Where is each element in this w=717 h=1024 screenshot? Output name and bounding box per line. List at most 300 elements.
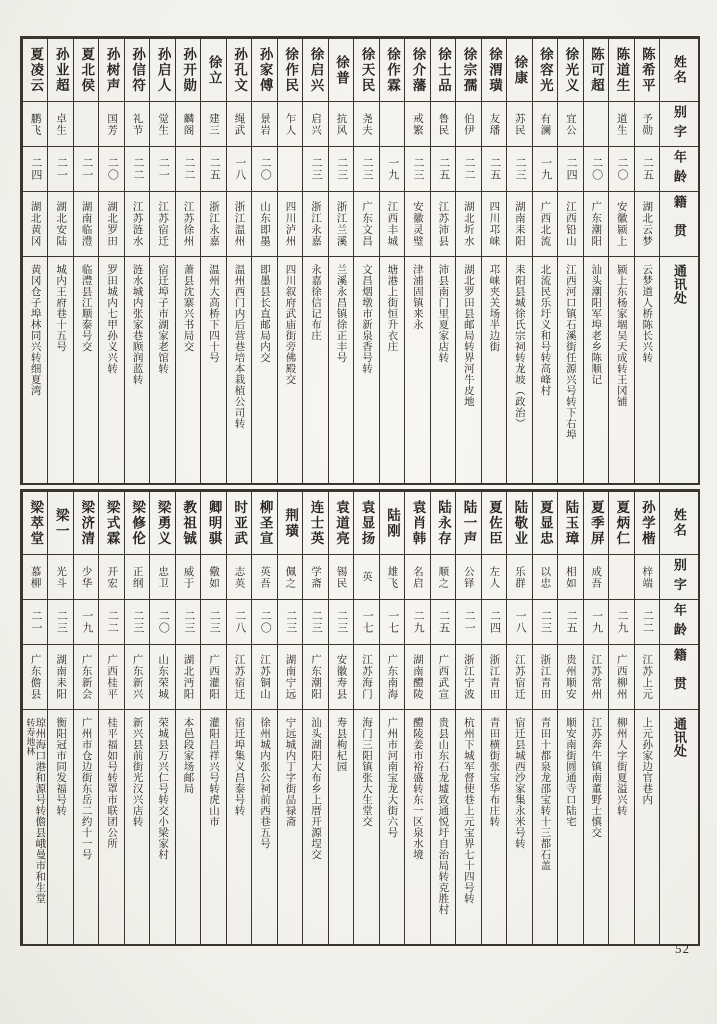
age-cell	[278, 147, 302, 192]
native-place-cell: 湖南耒阳	[507, 192, 531, 257]
courtesy-name-cell: 忠卫	[150, 555, 174, 600]
person-column	[149, 39, 174, 483]
age-cell: 二〇	[99, 147, 123, 192]
native-place-cell: 浙江宁波	[456, 645, 480, 710]
courtesy-name-cell: 少华	[74, 555, 98, 600]
native-place-cell: 江苏宿迁	[150, 192, 174, 257]
person-column	[506, 39, 531, 483]
native-place-cell: 浙江永嘉	[201, 192, 225, 257]
age-cell: 二五	[635, 147, 659, 192]
courtesy-name-cell: 英	[354, 555, 378, 600]
age-cell: 二一	[23, 600, 47, 645]
person-column	[98, 39, 123, 483]
native-place-cell: 安徽寿县	[329, 645, 353, 710]
age-cell: 二三	[303, 600, 327, 645]
name-cell: 夏佐臣	[482, 492, 506, 555]
name-cell: 陆敬业	[507, 492, 531, 555]
name-cell: 孙家傅	[252, 39, 276, 102]
age-cell: 一九	[380, 147, 404, 192]
courtesy-name-cell: 儆如	[201, 555, 225, 600]
courtesy-name-cell: 慕柳	[23, 555, 47, 600]
age-cell: 一九	[74, 600, 98, 645]
native-place-cell: 湖南耒阳	[48, 645, 72, 710]
native-place-cell: 湖北罗田	[99, 192, 123, 257]
native-place-cell: 广东南海	[380, 645, 404, 710]
courtesy-name-cell: 左人	[482, 555, 506, 600]
age-cell: 一八	[507, 600, 531, 645]
person-column	[22, 39, 47, 483]
name-cell: 陆刚	[380, 492, 404, 555]
address-cell: 江西河口镇石溪街任源兴号转下右埠	[564, 264, 576, 440]
header-courtesy-name-label: 别字	[660, 102, 698, 147]
header-name-label: 姓名	[660, 39, 698, 102]
person-column	[302, 39, 327, 483]
courtesy-name-cell: 公铎	[456, 555, 480, 600]
header-native-place-label: 籍贯	[660, 192, 698, 257]
native-place-cell: 浙江永嘉	[303, 192, 327, 257]
native-place-cell: 安徽颍上	[609, 192, 633, 257]
address-cell: 黄冈仓子埠林同兴转细夏湾	[29, 264, 41, 396]
address-cell: 塘港上街恒升衣庄	[386, 264, 398, 352]
address-cell: 沛县南门里夏家店转	[437, 264, 449, 363]
person-column	[353, 492, 378, 944]
native-place-cell: 湖北沔阳	[176, 645, 200, 710]
address-cell: 灌阳吕祥兴号转虎山市	[208, 717, 220, 827]
person-column	[175, 492, 200, 944]
courtesy-name-cell: 以忠	[533, 555, 557, 600]
name-cell: 孙信符	[125, 39, 149, 102]
address-cell: 宿迁县城西沙家集永米号转	[513, 717, 525, 849]
native-place-cell: 山东荣城	[150, 645, 174, 710]
native-place-cell: 广西武宣	[431, 645, 455, 710]
age-cell: 二四	[558, 147, 582, 192]
address-cell: 宁远城内丁字街品禄斋	[284, 717, 296, 827]
native-place-cell: 湖南宁远	[278, 645, 302, 710]
person-column	[302, 492, 327, 944]
address-cell: 兰溪永昌镇徐正丰号	[335, 264, 347, 363]
age-cell: 二三	[176, 600, 200, 645]
age-cell: 二五	[201, 147, 225, 192]
address-cell: 杭州下城军督使巷上元宝界七十四号转	[462, 717, 474, 904]
name-cell: 孙启人	[150, 39, 174, 102]
courtesy-name-cell: 礼节	[125, 102, 149, 147]
person-column	[251, 39, 276, 483]
person-column	[634, 39, 659, 483]
native-place-cell: 广东文昌	[354, 192, 378, 257]
header-age-label: 年龄	[660, 147, 698, 192]
header-column	[659, 492, 698, 944]
courtesy-name-cell: 学斋	[303, 555, 327, 600]
age-cell: 二一	[74, 147, 98, 192]
age-cell: 二三	[354, 147, 378, 192]
address-cell: 永嘉徐信记布庄	[309, 264, 321, 341]
person-column	[124, 39, 149, 483]
native-place-cell: 江西铅山	[558, 192, 582, 257]
person-column	[251, 492, 276, 944]
address-cell: 上元孙家边官巷内	[641, 717, 653, 805]
name-cell: 孙业超	[48, 39, 72, 102]
name-cell: 徐普	[329, 39, 353, 102]
courtesy-name-cell	[74, 102, 98, 147]
courtesy-name-cell: 尧夫	[354, 102, 378, 147]
header-column	[659, 39, 698, 483]
age-cell: 二九	[609, 600, 633, 645]
register-table-bottom	[20, 489, 700, 946]
person-column	[47, 39, 72, 483]
name-cell: 袁显扬	[354, 492, 378, 555]
person-column	[608, 39, 633, 483]
address-cell: 云梦道人桥陈长兴转	[641, 264, 653, 363]
courtesy-name-cell: 国芳	[99, 102, 123, 147]
courtesy-name-cell: 麟阁	[176, 102, 200, 147]
native-place-cell: 江西丰城	[380, 192, 404, 257]
age-cell: 二三	[303, 147, 327, 192]
name-cell: 孙开勋	[176, 39, 200, 102]
person-column	[404, 39, 429, 483]
person-column	[404, 492, 429, 944]
native-place-cell: 四川邛崃	[482, 192, 506, 257]
age-cell: 二五	[431, 600, 455, 645]
person-column	[149, 492, 174, 944]
person-column	[455, 492, 480, 944]
age-cell: 二九	[405, 600, 429, 645]
age-cell: 二〇	[252, 147, 276, 192]
name-cell: 徐作霖	[380, 39, 404, 102]
courtesy-name-cell: 友璠	[482, 102, 506, 147]
native-place-cell: 广东新兴	[125, 645, 149, 710]
name-cell: 徐启兴	[303, 39, 327, 102]
person-column	[481, 492, 506, 944]
courtesy-name-cell	[584, 102, 608, 147]
person-column	[47, 492, 72, 944]
courtesy-name-cell	[380, 102, 404, 147]
native-place-cell: 湖北圻水	[456, 192, 480, 257]
name-cell: 孙孔文	[227, 39, 251, 102]
address-cell: 醴陵姜市裕盛转东一区泉水境	[411, 717, 423, 860]
person-column	[328, 492, 353, 944]
person-column	[557, 39, 582, 483]
courtesy-name-cell: 锡民	[329, 555, 353, 600]
native-place-cell: 湖南醴陵	[405, 645, 429, 710]
header-address-label: 通讯处	[671, 717, 687, 758]
name-cell: 徐介藩	[405, 39, 429, 102]
address-cell: 汕头湖阳大布乡上厝开源埕交	[309, 717, 321, 860]
person-column	[98, 492, 123, 944]
courtesy-name-cell: 威于	[176, 555, 200, 600]
header-courtesy-name-label: 别字	[660, 555, 698, 600]
person-column	[200, 39, 225, 483]
age-cell: 二三	[125, 600, 149, 645]
name-cell: 袁肖韩	[405, 492, 429, 555]
address-cell: 宿迁埠子市湖家老馆转	[157, 264, 169, 374]
courtesy-name-cell: 成吾	[584, 555, 608, 600]
address-cell: 萧县沈寨兴书局交	[182, 264, 194, 352]
native-place-cell: 广西灌阳	[201, 645, 225, 710]
person-column	[379, 492, 404, 944]
age-cell: 二一	[456, 600, 480, 645]
name-cell: 孙树声	[99, 39, 123, 102]
native-place-cell: 浙江温州	[227, 192, 251, 257]
courtesy-name-cell: 鲁民	[431, 102, 455, 147]
name-cell: 徐宗孺	[456, 39, 480, 102]
name-cell: 徐士品	[431, 39, 455, 102]
age-cell: 二三	[201, 600, 225, 645]
name-cell: 陆一声	[456, 492, 480, 555]
name-cell: 徐天民	[354, 39, 378, 102]
name-cell: 孙学楷	[635, 492, 659, 555]
name-cell: 陈可超	[584, 39, 608, 102]
address-cell: 文昌烟墩市新泉香号转	[360, 264, 372, 374]
person-column	[634, 492, 659, 944]
address-cell: 温州大高桥下四十号	[208, 264, 220, 363]
courtesy-name-cell: 乐群	[507, 555, 531, 600]
age-cell: 二四	[482, 600, 506, 645]
native-place-cell: 贵州顺安	[558, 645, 582, 710]
address-cell: 广州市仓边街东岳二约十一号	[80, 717, 92, 860]
native-place-cell: 江苏常州	[584, 645, 608, 710]
address-cell: 北流民乐圩义和号转高峰村	[539, 264, 551, 396]
age-cell: 一七	[354, 600, 378, 645]
name-cell: 徐作民	[278, 39, 302, 102]
age-cell: 一九	[584, 600, 608, 645]
age-cell: 二二	[99, 600, 123, 645]
courtesy-name-cell: 伯伊	[456, 102, 480, 147]
age-cell: 二三	[507, 147, 531, 192]
address-cell: 琼州海口港和源号转儋县峨曼市和生堂 转寿地林	[25, 717, 46, 904]
courtesy-name-cell: 觉生	[150, 102, 174, 147]
person-column	[124, 492, 149, 944]
courtesy-name-cell: 抗风	[329, 102, 353, 147]
age-cell: 二三	[405, 147, 429, 192]
name-cell: 梁一	[48, 492, 72, 555]
age-cell: 二〇	[584, 147, 608, 192]
person-column	[22, 492, 47, 944]
native-place-cell: 湖北黄冈	[23, 192, 47, 257]
courtesy-name-cell: 正纲	[125, 555, 149, 600]
courtesy-name-cell: 英吾	[252, 555, 276, 600]
native-place-cell: 广东潮阳	[303, 645, 327, 710]
address-cell: 海门三阳镇张大生堂交	[360, 717, 372, 827]
native-place-cell: 江苏宿迁	[227, 645, 251, 710]
address-cell: 青田十都泉龙邵宝转十三都石盖	[539, 717, 551, 871]
name-cell: 柳圣宣	[252, 492, 276, 555]
native-place-cell: 湖南临澧	[74, 192, 98, 257]
address-cell: 温州西门内后营巷培本栽植公司转	[233, 264, 245, 429]
address-cell: 贵县山东石龙墟致通悦圩自治局转克胜村	[437, 717, 449, 915]
name-cell: 陆永存	[431, 492, 455, 555]
native-place-cell: 广西北流	[533, 192, 557, 257]
courtesy-name-cell: 佩之	[278, 555, 302, 600]
courtesy-name-cell: 梓端	[635, 555, 659, 600]
address-cell: 湖北罗田县邮局转界河牛皮地	[462, 264, 474, 407]
native-place-cell: 广东儋县	[23, 645, 47, 710]
courtesy-name-cell: 戒繁	[405, 102, 429, 147]
courtesy-name-cell: 相如	[558, 555, 582, 600]
address-cell: 临澧县江顺泰号交	[80, 264, 92, 352]
address-cell: 颍上东杨家堌吴天成转王冈铺	[615, 264, 627, 407]
courtesy-name-cell	[609, 555, 633, 600]
native-place-cell: 江苏宿迁	[507, 645, 531, 710]
name-cell: 梁式霖	[99, 492, 123, 555]
courtesy-name-cell: 乍人	[278, 102, 302, 147]
address-cell: 寿县枸杞园	[335, 717, 347, 772]
courtesy-name-cell: 卓生	[48, 102, 72, 147]
courtesy-name-cell: 志英	[227, 555, 251, 600]
header-name-label: 姓名	[660, 492, 698, 555]
age-cell: 二二	[456, 147, 480, 192]
person-column	[583, 492, 608, 944]
person-column	[328, 39, 353, 483]
name-cell: 夏季屏	[584, 492, 608, 555]
age-cell: 二五	[558, 600, 582, 645]
age-cell: 二一	[150, 147, 174, 192]
name-cell: 徐渭璜	[482, 39, 506, 102]
address-cell: 即墨县长直邮局内交	[259, 264, 270, 363]
name-cell: 徐康	[507, 39, 531, 102]
address-cell: 荣城县万兴仁号转交小梁家村	[157, 717, 169, 860]
name-cell: 夏显忠	[533, 492, 557, 555]
person-column	[455, 39, 480, 483]
address-cell: 涟水城内张家巷顾润蓝转	[131, 264, 143, 385]
courtesy-name-cell: 光斗	[48, 555, 72, 600]
age-cell: 二二	[176, 147, 200, 192]
name-cell: 夏凌云	[23, 39, 47, 102]
address-cell: 耒阳县城徐氏宗祠转龙坡（政治）	[513, 264, 525, 429]
native-place-cell: 江苏涟水	[125, 192, 149, 257]
name-cell: 袁道亮	[329, 492, 353, 555]
native-place-cell: 江苏沛县	[431, 192, 455, 257]
courtesy-name-cell: 建三	[201, 102, 225, 147]
courtesy-name-cell: 道生	[609, 102, 633, 147]
age-cell: 二八	[227, 600, 251, 645]
native-place-cell: 广西桂平	[99, 645, 123, 710]
age-cell: 二四	[23, 147, 47, 192]
name-cell: 梁修伦	[125, 492, 149, 555]
courtesy-name-cell: 雄飞	[380, 555, 404, 600]
address-cell: 衡阳冠市同发福号转	[55, 717, 67, 816]
name-cell: 时亚武	[227, 492, 251, 555]
native-place-cell: 湖北云梦	[635, 192, 659, 257]
address-cell: 顺安南街圆通寺口陆宅	[564, 717, 576, 827]
native-place-cell: 浙江青田	[482, 645, 506, 710]
name-cell: 卿明骐	[201, 492, 225, 555]
person-column	[532, 492, 557, 944]
name-cell: 徐光义	[558, 39, 582, 102]
address-cell: 广州市河南宝龙大街六号	[386, 717, 398, 838]
age-cell: 二一	[48, 147, 72, 192]
age-cell: 二三	[329, 600, 353, 645]
address-cell: 津浦固镇来永	[411, 264, 423, 330]
address-cell: 宿迁埠集义昌泰号转	[233, 717, 245, 816]
courtesy-name-cell: 鹏飞	[23, 102, 47, 147]
person-column	[200, 492, 225, 944]
courtesy-name-cell: 宜公	[558, 102, 582, 147]
native-place-cell: 安徽灵璧	[405, 192, 429, 257]
address-cell: 新兴县前街光汉兴店转	[131, 717, 143, 827]
name-cell: 徐容光	[533, 39, 557, 102]
courtesy-name-cell: 有澜	[533, 102, 557, 147]
name-cell: 徐立	[201, 39, 225, 102]
address-cell: 邛崃夹关场半边街	[488, 264, 500, 352]
name-cell: 夏北侯	[74, 39, 98, 102]
person-column	[226, 39, 251, 483]
native-place-cell: 江苏徐州	[176, 192, 200, 257]
native-place-cell: 江苏铜山	[252, 645, 276, 710]
courtesy-name-cell: 开宏	[99, 555, 123, 600]
name-cell: 陈道生	[609, 39, 633, 102]
age-cell: 一九	[533, 147, 557, 192]
native-place-cell: 浙江青田	[533, 645, 557, 710]
person-column	[73, 39, 98, 483]
courtesy-name-cell: 予勋	[635, 102, 659, 147]
address-cell: 江苏奔牛镇南董野士慎交	[590, 717, 602, 838]
person-column	[353, 39, 378, 483]
name-cell: 梁济清	[74, 492, 98, 555]
header-native-place-label: 籍贯	[660, 645, 698, 710]
person-column	[277, 39, 302, 483]
native-place-cell: 江苏海门	[354, 645, 378, 710]
age-cell: 二〇	[150, 600, 174, 645]
name-cell: 教祖铖	[176, 492, 200, 555]
native-place-cell: 广东潮阳	[584, 192, 608, 257]
native-place-cell: 浙江兰溪	[329, 192, 353, 257]
age-cell: 一八	[227, 147, 251, 192]
person-column	[557, 492, 582, 944]
courtesy-name-cell: 顺之	[431, 555, 455, 600]
person-column	[430, 39, 455, 483]
person-column	[226, 492, 251, 944]
person-column	[73, 492, 98, 944]
age-cell: 二五	[482, 147, 506, 192]
age-cell: 二〇	[252, 600, 276, 645]
person-column	[608, 492, 633, 944]
name-cell: 陈希平	[635, 39, 659, 102]
address-cell: 汕头潮阳军埠老乡陈顺记	[590, 264, 602, 385]
header-address-label: 通讯处	[671, 264, 687, 305]
person-column	[506, 492, 531, 944]
name-cell: 荆璜	[278, 492, 302, 555]
native-place-cell: 湖北安陆	[48, 192, 72, 257]
person-column	[379, 39, 404, 483]
name-cell: 陆玉璋	[558, 492, 582, 555]
address-cell: 徐州城内张公祠前西巷五号	[259, 717, 270, 849]
age-cell: 二二	[635, 600, 659, 645]
address-cell: 柳州人字街夏溢兴转	[615, 717, 627, 816]
name-cell: 梁勇义	[150, 492, 174, 555]
person-column	[583, 39, 608, 483]
address-cell: 本邑段家场邮局	[182, 717, 194, 794]
native-place-cell: 广东新会	[74, 645, 98, 710]
address-cell: 四川叙府武庙街旁佛殿交	[284, 264, 296, 385]
age-cell: 二三	[278, 600, 302, 645]
person-column	[175, 39, 200, 483]
native-place-cell: 山东即墨	[252, 192, 276, 257]
native-place-cell: 广西柳州	[609, 645, 633, 710]
age-cell: 二三	[48, 600, 72, 645]
name-cell: 夏炳仁	[609, 492, 633, 555]
address-cell: 城内王府巷十五号	[55, 264, 67, 352]
person-column	[532, 39, 557, 483]
age-cell: 一七	[380, 600, 404, 645]
age-cell: 二〇	[609, 147, 633, 192]
courtesy-name-cell: 苏民	[507, 102, 531, 147]
courtesy-name-cell: 启兴	[303, 102, 327, 147]
native-place-cell: 江苏上元	[635, 645, 659, 710]
name-cell: 梁萃堂	[23, 492, 47, 555]
age-cell: 二二	[125, 147, 149, 192]
native-place-cell: 四川泸州	[278, 192, 302, 257]
age-cell: 二五	[431, 147, 455, 192]
